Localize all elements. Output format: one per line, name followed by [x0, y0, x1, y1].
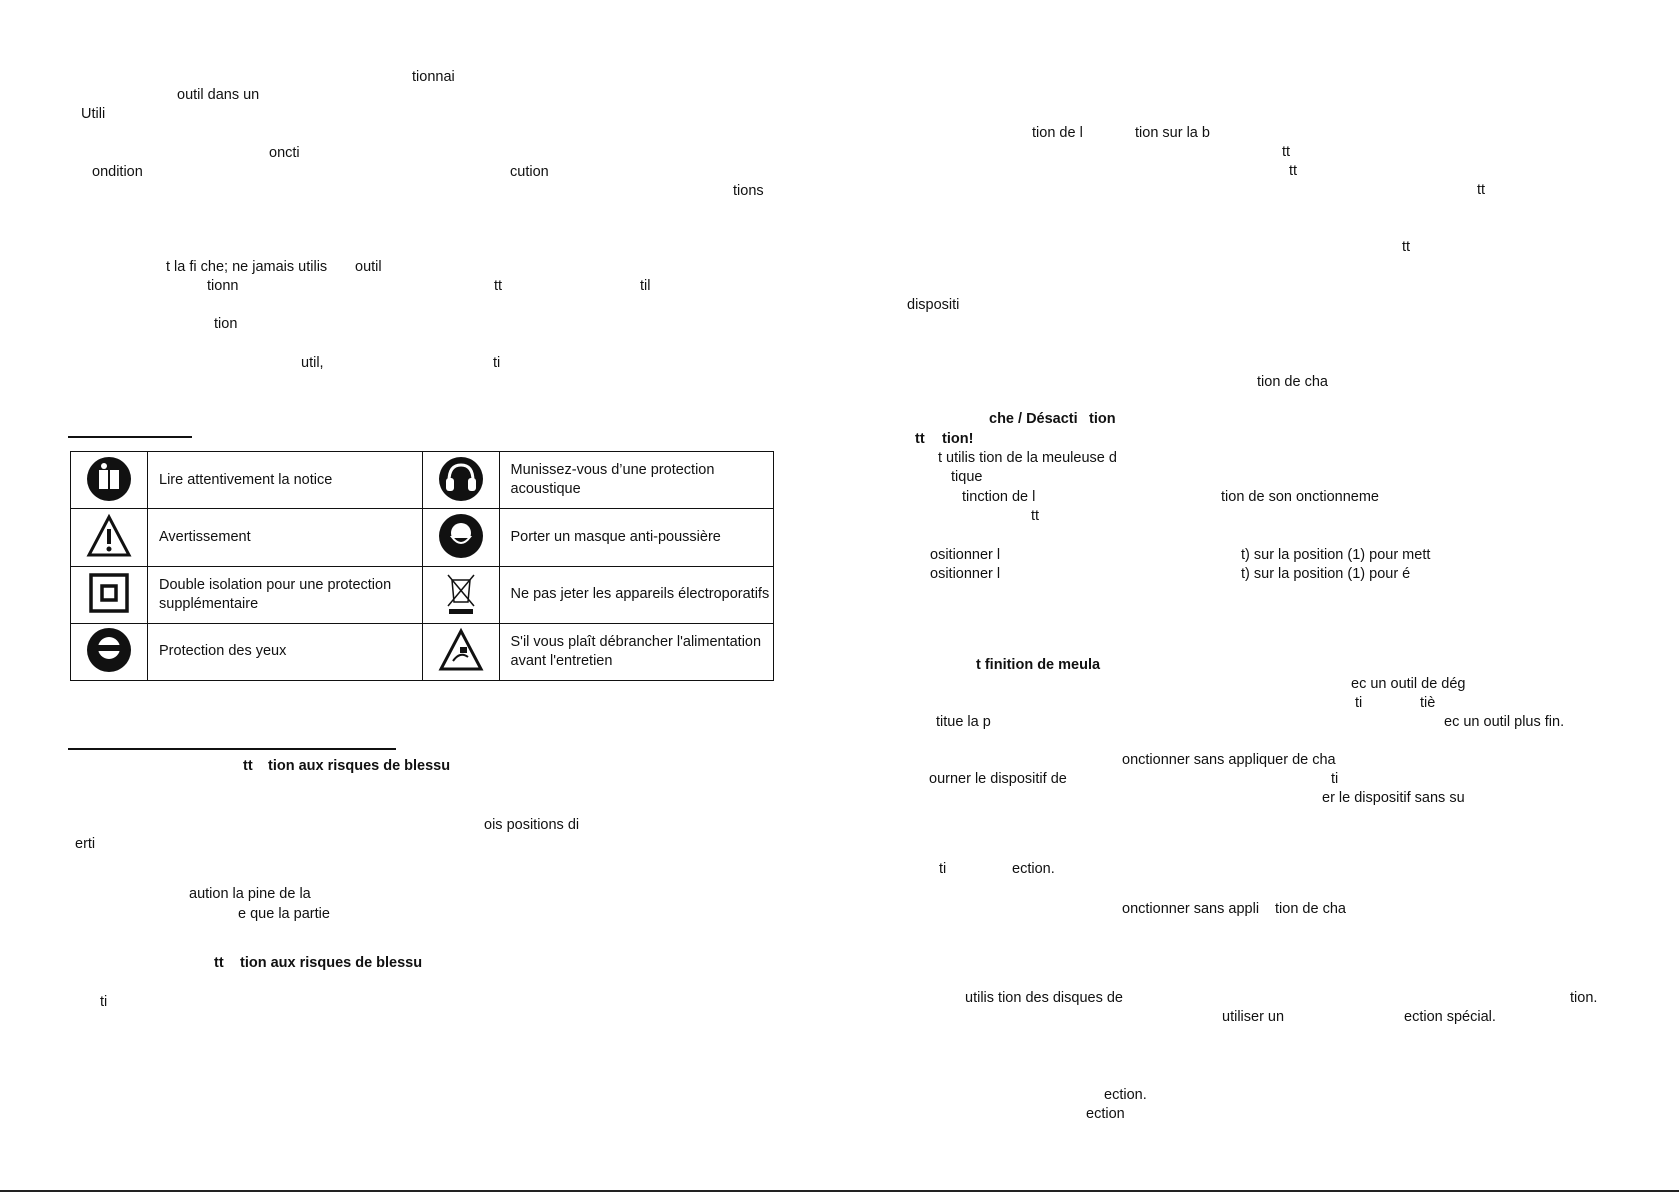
text-fragment: tions — [733, 183, 764, 199]
symbol-label: S'il vous plaît débrancher l'alimentation avant l'entretien — [499, 623, 774, 680]
text-fragment: Utili — [81, 106, 106, 122]
text-fragment: tion de cha — [1257, 374, 1328, 390]
text-fragment: erti — [75, 836, 96, 852]
text-fragment: dispositi — [907, 297, 960, 313]
symbols-table — [70, 451, 774, 681]
text-fragment: ositionner l — [930, 547, 1001, 563]
table-row — [71, 566, 774, 623]
text-fragment: util, — [301, 355, 324, 371]
symbol-label: Double isolation pour une protection supplémentaire — [148, 566, 423, 623]
text-fragment: utiliser un — [1222, 1009, 1285, 1025]
text-fragment: t utilis tion de la meuleuse d — [938, 450, 1117, 466]
unplug-warning-icon — [437, 626, 485, 674]
text-fragment: tion de cha — [1275, 901, 1346, 917]
symbol-label: Porter un masque anti-poussière — [499, 509, 774, 566]
section-rule — [68, 436, 192, 438]
symbol-label: Munissez-vous d’une protection acoustique — [499, 452, 774, 509]
eye-protection-icon — [85, 626, 133, 674]
double-insulation-icon — [85, 569, 133, 617]
symbol-label: Lire attentivement la notice — [148, 452, 423, 509]
text-fragment: tt — [1402, 239, 1411, 255]
text-fragment: t) sur la position (1) pour mett — [1241, 547, 1431, 563]
text-fragment: ositionner l — [930, 566, 1001, 582]
table-row — [71, 509, 774, 566]
text-fragment: ection. — [1104, 1087, 1147, 1103]
heading-fragment: tt — [243, 758, 253, 774]
text-fragment: ec un outil de dég — [1351, 676, 1466, 692]
text-fragment: ti — [1355, 695, 1363, 711]
heading-fragment: tion! — [942, 431, 974, 447]
text-fragment: ti — [493, 355, 501, 371]
text-fragment: onctionner sans appli — [1122, 901, 1260, 917]
text-fragment: cution — [510, 164, 549, 180]
text-fragment: tiè — [1420, 695, 1436, 711]
heading-fragment: tt — [214, 955, 224, 971]
table-row — [71, 452, 774, 509]
text-fragment: oncti — [269, 145, 300, 161]
heading-fragment: tion aux risques de blessu — [268, 758, 451, 774]
crossed-bin-icon — [437, 569, 485, 617]
text-fragment: tt — [1282, 144, 1291, 160]
text-fragment: ti — [1331, 771, 1339, 787]
symbol-label: Ne pas jeter les appareils électroporatifs — [499, 566, 774, 623]
text-fragment: tt — [1031, 508, 1040, 524]
dust-mask-icon — [437, 512, 485, 560]
text-fragment: ourner le dispositif de — [929, 771, 1067, 787]
text-fragment: tion de l — [1032, 125, 1083, 141]
text-fragment: onctionner sans appliquer de cha — [1122, 752, 1336, 768]
text-fragment: outil — [355, 259, 382, 275]
text-fragment: tion sur la b — [1135, 125, 1210, 141]
text-fragment: ec un outil plus fin. — [1444, 714, 1565, 730]
heading-fragment: t finition de meula — [976, 657, 1101, 673]
heading-fragment: che / Désacti — [989, 411, 1078, 427]
text-fragment: tion de son onctionneme — [1221, 489, 1379, 505]
text-fragment: ection. — [1012, 861, 1055, 877]
text-fragment: tt — [1289, 163, 1298, 179]
text-fragment: tique — [951, 469, 983, 485]
text-fragment: utilis tion des disques de — [965, 990, 1123, 1006]
text-fragment: tionnai — [412, 69, 455, 85]
symbol-label: Protection des yeux — [148, 623, 423, 680]
heading-fragment: tt — [915, 431, 925, 447]
text-fragment: tinction de l — [962, 489, 1036, 505]
text-fragment: tion. — [1570, 990, 1598, 1006]
text-fragment: outil dans un — [177, 87, 260, 103]
text-fragment: tt — [494, 278, 503, 294]
table-row — [71, 623, 774, 680]
text-fragment: ection spécial. — [1404, 1009, 1496, 1025]
text-fragment: tion — [214, 316, 238, 332]
text-fragment: e que la partie — [238, 906, 330, 922]
symbol-label: Avertissement — [148, 509, 423, 566]
text-fragment: er le dispositif sans su — [1322, 790, 1465, 806]
text-fragment: ti — [100, 994, 108, 1010]
heading-fragment: tion aux risques de blessu — [240, 955, 423, 971]
text-fragment: ondition — [92, 164, 143, 180]
heading-fragment: tion — [1089, 411, 1116, 427]
text-fragment: t la fi che; ne jamais utilis — [166, 259, 328, 275]
text-fragment: ois positions di — [484, 817, 580, 833]
read-manual-icon — [85, 455, 133, 503]
text-fragment: ection — [1086, 1106, 1125, 1122]
text-fragment: aution la pine de la — [189, 886, 311, 902]
text-fragment: titue la p — [936, 714, 991, 730]
warning-triangle-icon — [85, 512, 133, 560]
text-fragment: t) sur la position (1) pour é — [1241, 566, 1411, 582]
text-fragment: tt — [1477, 182, 1486, 198]
text-fragment: tionn — [207, 278, 239, 294]
text-fragment: ti — [939, 861, 947, 877]
ear-protection-icon — [437, 455, 485, 503]
section-rule — [68, 748, 396, 750]
text-fragment: til — [640, 278, 651, 294]
